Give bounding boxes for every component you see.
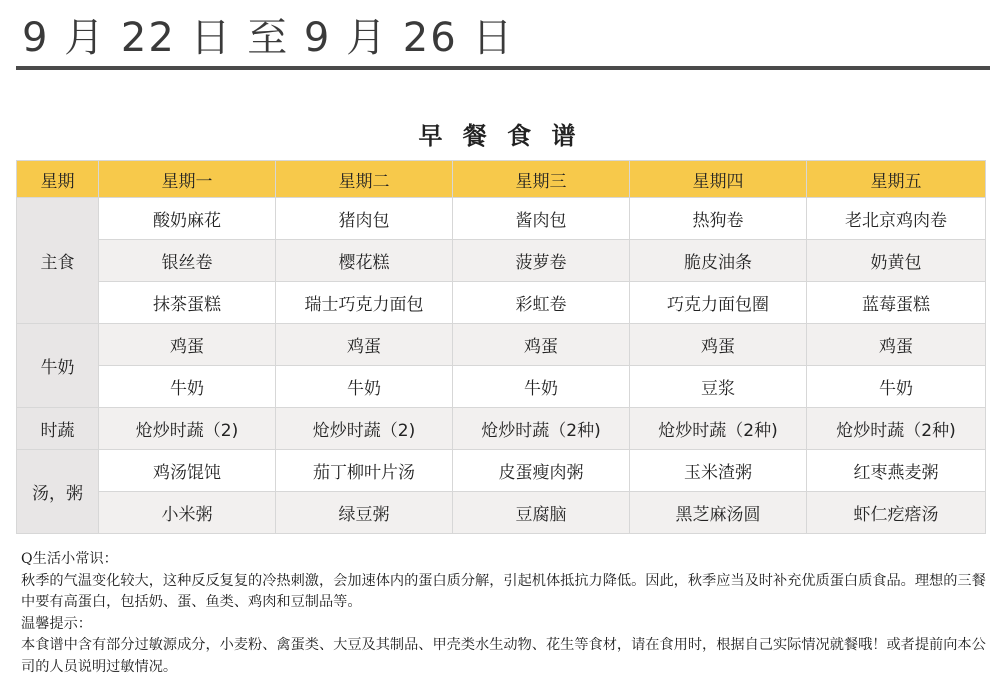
menu-cell: 虾仁疙瘩汤 xyxy=(807,492,986,534)
menu-cell: 皮蛋瘦肉粥 xyxy=(453,450,630,492)
menu-cell: 茄丁柳叶片汤 xyxy=(276,450,453,492)
tip-body: 秋季的气温变化较大，这种反反复复的冷热刺激，会加速体内的蛋白质分解，引起机体抵抗力降低。因此，秋季应当及时补充优质蛋白质食品。理想的三餐中要有高蛋白，包括奶、蛋、鱼类、鸡肉和豆制品等。 xyxy=(21,572,986,610)
category-soup: 汤，粥 xyxy=(17,450,99,534)
header-divider xyxy=(16,66,990,70)
menu-cell: 脆皮油条 xyxy=(630,240,807,282)
menu-cell: 彩虹卷 xyxy=(453,282,630,324)
column-header-wednesday: 星期三 xyxy=(453,161,630,198)
menu-cell: 老北京鸡肉卷 xyxy=(807,198,986,240)
menu-cell: 小米粥 xyxy=(99,492,276,534)
menu-cell: 鸡蛋 xyxy=(453,324,630,366)
table-row xyxy=(17,366,986,408)
menu-cell: 炝炒时蔬（2种) xyxy=(807,408,986,450)
menu-cell: 银丝卷 xyxy=(99,240,276,282)
menu-cell: 鸡蛋 xyxy=(807,324,986,366)
menu-cell: 鸡汤馄饨 xyxy=(99,450,276,492)
tip-heading: Q生活小常识： xyxy=(21,551,118,567)
menu-cell: 牛奶 xyxy=(807,366,986,408)
category-vegetables: 时蔬 xyxy=(17,408,99,450)
category-milk: 牛奶 xyxy=(17,324,99,408)
menu-cell: 樱花糕 xyxy=(276,240,453,282)
table-row xyxy=(17,282,986,324)
table-row xyxy=(17,240,986,282)
menu-cell: 牛奶 xyxy=(453,366,630,408)
menu-cell: 鸡蛋 xyxy=(99,324,276,366)
menu-cell: 巧克力面包圈 xyxy=(630,282,807,324)
menu-cell: 红枣燕麦粥 xyxy=(807,450,986,492)
category-staple: 主食 xyxy=(17,198,99,324)
table-row xyxy=(17,408,986,450)
table-row xyxy=(17,492,986,534)
column-header-friday: 星期五 xyxy=(807,161,986,198)
menu-cell: 牛奶 xyxy=(276,366,453,408)
column-header-monday: 星期一 xyxy=(99,161,276,198)
menu-cell: 瑞士巧克力面包 xyxy=(276,282,453,324)
menu-cell: 酱肉包 xyxy=(453,198,630,240)
date-range-title: 9 月 22 日 至 9 月 26 日 xyxy=(22,15,515,61)
menu-cell: 豆腐脑 xyxy=(453,492,630,534)
menu-cell: 酸奶麻花 xyxy=(99,198,276,240)
column-header-weekday: 星期 xyxy=(17,161,99,198)
menu-cell: 绿豆粥 xyxy=(276,492,453,534)
menu-cell: 猪肉包 xyxy=(276,198,453,240)
reminder-heading: 温馨提示： xyxy=(21,615,92,632)
menu-cell: 炝炒时蔬（2种) xyxy=(453,408,630,450)
menu-cell: 玉米渣粥 xyxy=(630,450,807,492)
menu-cell: 奶黄包 xyxy=(807,240,986,282)
notes-section xyxy=(21,549,986,678)
menu-cell: 鸡蛋 xyxy=(630,324,807,366)
menu-cell: 牛奶 xyxy=(99,366,276,408)
menu-cell: 炝炒时蔬（2种) xyxy=(630,408,807,450)
menu-cell: 鸡蛋 xyxy=(276,324,453,366)
menu-cell: 蓝莓蛋糕 xyxy=(807,282,986,324)
menu-cell: 炝炒时蔬（2) xyxy=(99,408,276,450)
table-row xyxy=(17,324,986,366)
menu-cell: 豆浆 xyxy=(630,366,807,408)
menu-cell: 菠萝卷 xyxy=(453,240,630,282)
table-row xyxy=(17,450,986,492)
menu-cell: 黑芝麻汤圆 xyxy=(630,492,807,534)
table-row xyxy=(17,198,986,240)
column-header-tuesday: 星期二 xyxy=(276,161,453,198)
breakfast-menu-table xyxy=(16,160,986,534)
column-header-thursday: 星期四 xyxy=(630,161,807,198)
menu-cell: 抹茶蛋糕 xyxy=(99,282,276,324)
menu-title: 早 餐 食 谱 xyxy=(418,121,582,150)
table-header-row xyxy=(17,161,986,198)
menu-cell: 热狗卷 xyxy=(630,198,807,240)
menu-cell: 炝炒时蔬（2) xyxy=(276,408,453,450)
reminder-body: 本食谱中含有部分过敏源成分，小麦粉、禽蛋类、大豆及其制品、甲壳类水生动物、花生等食材，请在食用时，根据自己实际情况就餐哦！或者提前向本公司的人员说明过敏情况。 xyxy=(21,637,986,675)
